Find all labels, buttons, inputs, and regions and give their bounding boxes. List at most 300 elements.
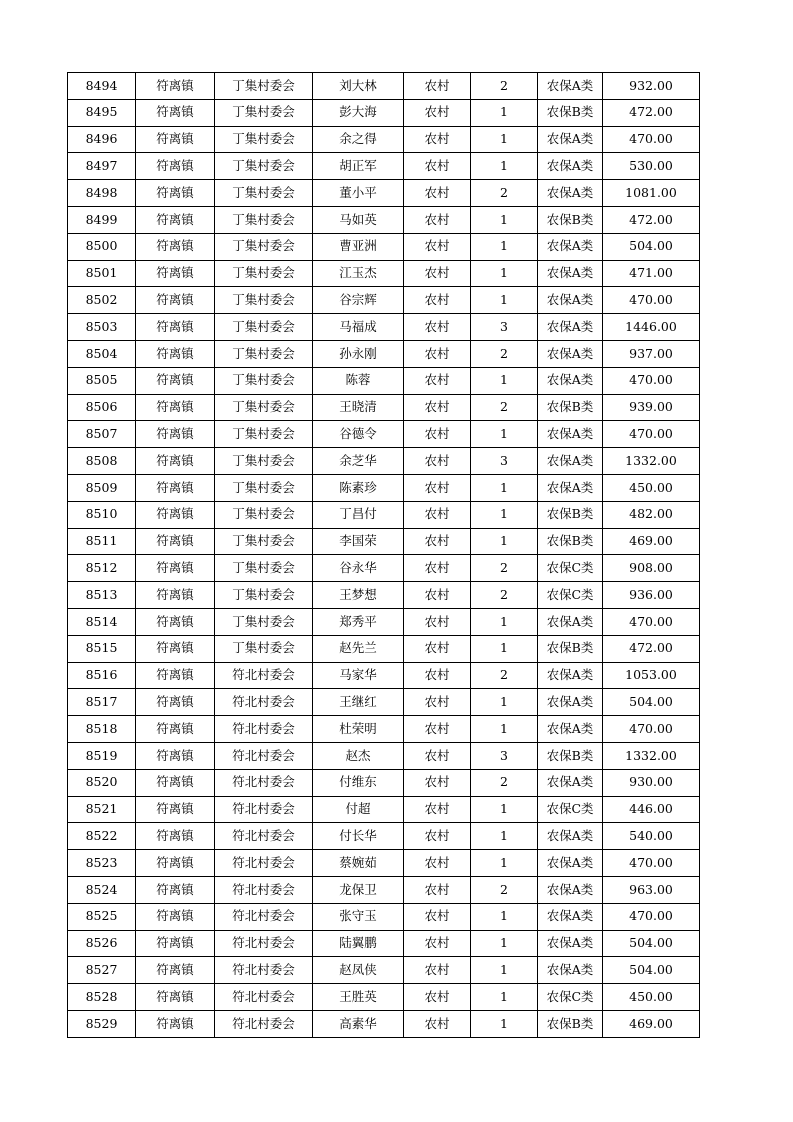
area-type-cell: 农村	[404, 930, 471, 957]
area-type-cell: 农村	[404, 662, 471, 689]
town-cell: 符离镇	[136, 448, 215, 475]
serial-number-cell: 8529	[68, 1010, 136, 1037]
town-cell: 符离镇	[136, 984, 215, 1011]
category-cell: 农保C类	[538, 796, 603, 823]
village-committee-cell: 丁集村委会	[215, 99, 313, 126]
person-name-cell: 龙保卫	[313, 876, 404, 903]
serial-number-cell: 8505	[68, 367, 136, 394]
category-cell: 农保A类	[538, 957, 603, 984]
town-cell: 符离镇	[136, 608, 215, 635]
category-cell: 农保A类	[538, 474, 603, 501]
amount-cell: 472.00	[603, 206, 700, 233]
roster-table	[67, 72, 700, 1038]
area-type-cell: 农村	[404, 528, 471, 555]
category-cell: 农保C类	[538, 582, 603, 609]
village-committee-cell: 丁集村委会	[215, 126, 313, 153]
area-type-cell: 农村	[404, 126, 471, 153]
village-committee-cell: 符北村委会	[215, 957, 313, 984]
town-cell: 符离镇	[136, 394, 215, 421]
amount-cell: 504.00	[603, 957, 700, 984]
serial-number-cell: 8495	[68, 99, 136, 126]
person-name-cell: 杜荣明	[313, 716, 404, 743]
town-cell: 符离镇	[136, 367, 215, 394]
village-committee-cell: 符北村委会	[215, 823, 313, 850]
amount-cell: 471.00	[603, 260, 700, 287]
village-committee-cell: 丁集村委会	[215, 608, 313, 635]
category-cell: 农保A类	[538, 287, 603, 314]
category-cell: 农保A类	[538, 233, 603, 260]
table-row	[68, 233, 700, 260]
serial-number-cell: 8499	[68, 206, 136, 233]
category-cell: 农保A类	[538, 73, 603, 100]
person-name-cell: 赵先兰	[313, 635, 404, 662]
household-count-cell: 1	[471, 1010, 538, 1037]
table-row	[68, 876, 700, 903]
household-count-cell: 1	[471, 287, 538, 314]
town-cell: 符离镇	[136, 1010, 215, 1037]
serial-number-cell: 8504	[68, 340, 136, 367]
person-name-cell: 马福成	[313, 314, 404, 341]
category-cell: 农保A类	[538, 876, 603, 903]
amount-cell: 470.00	[603, 608, 700, 635]
area-type-cell: 农村	[404, 314, 471, 341]
amount-cell: 472.00	[603, 99, 700, 126]
serial-number-cell: 8510	[68, 501, 136, 528]
amount-cell: 932.00	[603, 73, 700, 100]
person-name-cell: 余芝华	[313, 448, 404, 475]
table-row	[68, 501, 700, 528]
town-cell: 符离镇	[136, 957, 215, 984]
amount-cell: 504.00	[603, 930, 700, 957]
town-cell: 符离镇	[136, 930, 215, 957]
person-name-cell: 丁昌付	[313, 501, 404, 528]
village-committee-cell: 符北村委会	[215, 689, 313, 716]
table-row	[68, 367, 700, 394]
village-committee-cell: 丁集村委会	[215, 260, 313, 287]
table-row	[68, 73, 700, 100]
town-cell: 符离镇	[136, 742, 215, 769]
category-cell: 农保A类	[538, 823, 603, 850]
person-name-cell: 陈素珍	[313, 474, 404, 501]
person-name-cell: 郑秀平	[313, 608, 404, 635]
category-cell: 农保A类	[538, 153, 603, 180]
town-cell: 符离镇	[136, 528, 215, 555]
table-row	[68, 474, 700, 501]
person-name-cell: 陈蓉	[313, 367, 404, 394]
category-cell: 农保A类	[538, 367, 603, 394]
table-row	[68, 1010, 700, 1037]
village-committee-cell: 符北村委会	[215, 850, 313, 877]
area-type-cell: 农村	[404, 850, 471, 877]
person-name-cell: 马如英	[313, 206, 404, 233]
serial-number-cell: 8528	[68, 984, 136, 1011]
household-count-cell: 1	[471, 689, 538, 716]
village-committee-cell: 丁集村委会	[215, 340, 313, 367]
amount-cell: 446.00	[603, 796, 700, 823]
household-count-cell: 1	[471, 930, 538, 957]
village-committee-cell: 丁集村委会	[215, 287, 313, 314]
household-count-cell: 1	[471, 367, 538, 394]
household-count-cell: 1	[471, 421, 538, 448]
amount-cell: 469.00	[603, 528, 700, 555]
household-count-cell: 1	[471, 528, 538, 555]
person-name-cell: 谷德令	[313, 421, 404, 448]
category-cell: 农保C类	[538, 555, 603, 582]
village-committee-cell: 丁集村委会	[215, 582, 313, 609]
category-cell: 农保A类	[538, 662, 603, 689]
household-count-cell: 1	[471, 474, 538, 501]
town-cell: 符离镇	[136, 635, 215, 662]
table-row	[68, 206, 700, 233]
person-name-cell: 付长华	[313, 823, 404, 850]
table-row	[68, 394, 700, 421]
village-committee-cell: 丁集村委会	[215, 180, 313, 207]
person-name-cell: 李国荣	[313, 528, 404, 555]
household-count-cell: 2	[471, 180, 538, 207]
town-cell: 符离镇	[136, 474, 215, 501]
serial-number-cell: 8513	[68, 582, 136, 609]
household-count-cell: 1	[471, 823, 538, 850]
table-row	[68, 903, 700, 930]
household-count-cell: 2	[471, 582, 538, 609]
person-name-cell: 马家华	[313, 662, 404, 689]
town-cell: 符离镇	[136, 582, 215, 609]
person-name-cell: 付超	[313, 796, 404, 823]
person-name-cell: 胡正军	[313, 153, 404, 180]
category-cell: 农保A类	[538, 769, 603, 796]
table-row	[68, 126, 700, 153]
serial-number-cell: 8526	[68, 930, 136, 957]
person-name-cell: 王继红	[313, 689, 404, 716]
amount-cell: 470.00	[603, 903, 700, 930]
table-row	[68, 608, 700, 635]
area-type-cell: 农村	[404, 394, 471, 421]
area-type-cell: 农村	[404, 501, 471, 528]
household-count-cell: 1	[471, 501, 538, 528]
table-row	[68, 930, 700, 957]
area-type-cell: 农村	[404, 742, 471, 769]
amount-cell: 939.00	[603, 394, 700, 421]
amount-cell: 1332.00	[603, 742, 700, 769]
amount-cell: 470.00	[603, 367, 700, 394]
household-count-cell: 2	[471, 555, 538, 582]
table-row	[68, 153, 700, 180]
village-committee-cell: 符北村委会	[215, 903, 313, 930]
village-committee-cell: 符北村委会	[215, 984, 313, 1011]
category-cell: 农保A类	[538, 126, 603, 153]
category-cell: 农保B类	[538, 501, 603, 528]
amount-cell: 450.00	[603, 474, 700, 501]
table-row	[68, 957, 700, 984]
household-count-cell: 1	[471, 796, 538, 823]
category-cell: 农保A类	[538, 314, 603, 341]
town-cell: 符离镇	[136, 769, 215, 796]
serial-number-cell: 8527	[68, 957, 136, 984]
table-row	[68, 340, 700, 367]
person-name-cell: 王胜英	[313, 984, 404, 1011]
category-cell: 农保A类	[538, 903, 603, 930]
serial-number-cell: 8507	[68, 421, 136, 448]
person-name-cell: 孙永刚	[313, 340, 404, 367]
amount-cell: 470.00	[603, 850, 700, 877]
area-type-cell: 农村	[404, 153, 471, 180]
household-count-cell: 2	[471, 876, 538, 903]
town-cell: 符离镇	[136, 903, 215, 930]
category-cell: 农保A类	[538, 608, 603, 635]
village-committee-cell: 丁集村委会	[215, 474, 313, 501]
town-cell: 符离镇	[136, 233, 215, 260]
area-type-cell: 农村	[404, 206, 471, 233]
town-cell: 符离镇	[136, 180, 215, 207]
amount-cell: 937.00	[603, 340, 700, 367]
town-cell: 符离镇	[136, 796, 215, 823]
area-type-cell: 农村	[404, 984, 471, 1011]
amount-cell: 930.00	[603, 769, 700, 796]
amount-cell: 470.00	[603, 421, 700, 448]
town-cell: 符离镇	[136, 206, 215, 233]
category-cell: 农保B类	[538, 206, 603, 233]
category-cell: 农保A类	[538, 850, 603, 877]
amount-cell: 1053.00	[603, 662, 700, 689]
town-cell: 符离镇	[136, 716, 215, 743]
serial-number-cell: 8502	[68, 287, 136, 314]
table-row	[68, 260, 700, 287]
village-committee-cell: 丁集村委会	[215, 448, 313, 475]
person-name-cell: 王晓清	[313, 394, 404, 421]
area-type-cell: 农村	[404, 233, 471, 260]
area-type-cell: 农村	[404, 635, 471, 662]
area-type-cell: 农村	[404, 903, 471, 930]
serial-number-cell: 8516	[68, 662, 136, 689]
serial-number-cell: 8506	[68, 394, 136, 421]
area-type-cell: 农村	[404, 796, 471, 823]
serial-number-cell: 8511	[68, 528, 136, 555]
category-cell: 农保B类	[538, 635, 603, 662]
amount-cell: 450.00	[603, 984, 700, 1011]
serial-number-cell: 8498	[68, 180, 136, 207]
amount-cell: 470.00	[603, 287, 700, 314]
table-row	[68, 287, 700, 314]
household-count-cell: 1	[471, 260, 538, 287]
area-type-cell: 农村	[404, 180, 471, 207]
area-type-cell: 农村	[404, 287, 471, 314]
household-count-cell: 1	[471, 957, 538, 984]
table-row	[68, 180, 700, 207]
table-row	[68, 823, 700, 850]
amount-cell: 470.00	[603, 126, 700, 153]
town-cell: 符离镇	[136, 876, 215, 903]
household-count-cell: 3	[471, 448, 538, 475]
table-row	[68, 984, 700, 1011]
household-count-cell: 3	[471, 314, 538, 341]
amount-cell: 908.00	[603, 555, 700, 582]
serial-number-cell: 8512	[68, 555, 136, 582]
amount-cell: 1446.00	[603, 314, 700, 341]
category-cell: 农保A类	[538, 448, 603, 475]
serial-number-cell: 8494	[68, 73, 136, 100]
serial-number-cell: 8514	[68, 608, 136, 635]
amount-cell: 936.00	[603, 582, 700, 609]
amount-cell: 504.00	[603, 233, 700, 260]
amount-cell: 470.00	[603, 716, 700, 743]
category-cell: 农保B类	[538, 1010, 603, 1037]
category-cell: 农保B类	[538, 394, 603, 421]
household-count-cell: 2	[471, 394, 538, 421]
town-cell: 符离镇	[136, 260, 215, 287]
category-cell: 农保A类	[538, 421, 603, 448]
category-cell: 农保A类	[538, 930, 603, 957]
town-cell: 符离镇	[136, 314, 215, 341]
household-count-cell: 1	[471, 206, 538, 233]
serial-number-cell: 8522	[68, 823, 136, 850]
village-committee-cell: 丁集村委会	[215, 314, 313, 341]
household-count-cell: 1	[471, 850, 538, 877]
area-type-cell: 农村	[404, 474, 471, 501]
serial-number-cell: 8525	[68, 903, 136, 930]
area-type-cell: 农村	[404, 582, 471, 609]
area-type-cell: 农村	[404, 73, 471, 100]
household-count-cell: 2	[471, 769, 538, 796]
category-cell: 农保B类	[538, 528, 603, 555]
household-count-cell: 2	[471, 73, 538, 100]
area-type-cell: 农村	[404, 260, 471, 287]
person-name-cell: 赵杰	[313, 742, 404, 769]
serial-number-cell: 8519	[68, 742, 136, 769]
table-row	[68, 582, 700, 609]
person-name-cell: 董小平	[313, 180, 404, 207]
town-cell: 符离镇	[136, 421, 215, 448]
person-name-cell: 谷宗辉	[313, 287, 404, 314]
town-cell: 符离镇	[136, 73, 215, 100]
village-committee-cell: 符北村委会	[215, 742, 313, 769]
village-committee-cell: 丁集村委会	[215, 394, 313, 421]
amount-cell: 1332.00	[603, 448, 700, 475]
village-committee-cell: 符北村委会	[215, 662, 313, 689]
town-cell: 符离镇	[136, 850, 215, 877]
village-committee-cell: 丁集村委会	[215, 233, 313, 260]
area-type-cell: 农村	[404, 340, 471, 367]
serial-number-cell: 8517	[68, 689, 136, 716]
village-committee-cell: 丁集村委会	[215, 501, 313, 528]
household-count-cell: 1	[471, 153, 538, 180]
town-cell: 符离镇	[136, 823, 215, 850]
town-cell: 符离镇	[136, 555, 215, 582]
amount-cell: 504.00	[603, 689, 700, 716]
table-row	[68, 850, 700, 877]
village-committee-cell: 丁集村委会	[215, 206, 313, 233]
table-row	[68, 769, 700, 796]
village-committee-cell: 符北村委会	[215, 930, 313, 957]
person-name-cell: 高素华	[313, 1010, 404, 1037]
household-count-cell: 1	[471, 126, 538, 153]
area-type-cell: 农村	[404, 957, 471, 984]
household-count-cell: 1	[471, 903, 538, 930]
serial-number-cell: 8501	[68, 260, 136, 287]
category-cell: 农保A类	[538, 716, 603, 743]
serial-number-cell: 8518	[68, 716, 136, 743]
town-cell: 符离镇	[136, 501, 215, 528]
household-count-cell: 1	[471, 608, 538, 635]
table-row	[68, 99, 700, 126]
household-count-cell: 1	[471, 635, 538, 662]
category-cell: 农保A类	[538, 260, 603, 287]
area-type-cell: 农村	[404, 823, 471, 850]
person-name-cell: 谷永华	[313, 555, 404, 582]
area-type-cell: 农村	[404, 716, 471, 743]
serial-number-cell: 8520	[68, 769, 136, 796]
village-committee-cell: 符北村委会	[215, 796, 313, 823]
household-count-cell: 2	[471, 340, 538, 367]
village-committee-cell: 丁集村委会	[215, 635, 313, 662]
person-name-cell: 张守玉	[313, 903, 404, 930]
area-type-cell: 农村	[404, 421, 471, 448]
town-cell: 符离镇	[136, 153, 215, 180]
person-name-cell: 付维东	[313, 769, 404, 796]
household-count-cell: 2	[471, 662, 538, 689]
area-type-cell: 农村	[404, 555, 471, 582]
village-committee-cell: 丁集村委会	[215, 153, 313, 180]
category-cell: 农保A类	[538, 689, 603, 716]
serial-number-cell: 8497	[68, 153, 136, 180]
table-row	[68, 742, 700, 769]
person-name-cell: 刘大林	[313, 73, 404, 100]
village-committee-cell: 丁集村委会	[215, 555, 313, 582]
household-count-cell: 3	[471, 742, 538, 769]
table-row	[68, 555, 700, 582]
household-count-cell: 1	[471, 99, 538, 126]
person-name-cell: 曹亚洲	[313, 233, 404, 260]
serial-number-cell: 8515	[68, 635, 136, 662]
village-committee-cell: 符北村委会	[215, 769, 313, 796]
person-name-cell: 蔡婉茹	[313, 850, 404, 877]
amount-cell: 530.00	[603, 153, 700, 180]
table-row	[68, 662, 700, 689]
amount-cell: 469.00	[603, 1010, 700, 1037]
village-committee-cell: 符北村委会	[215, 716, 313, 743]
area-type-cell: 农村	[404, 608, 471, 635]
person-name-cell: 余之得	[313, 126, 404, 153]
town-cell: 符离镇	[136, 340, 215, 367]
village-committee-cell: 丁集村委会	[215, 367, 313, 394]
town-cell: 符离镇	[136, 287, 215, 314]
town-cell: 符离镇	[136, 689, 215, 716]
household-count-cell: 1	[471, 984, 538, 1011]
table-row	[68, 716, 700, 743]
amount-cell: 1081.00	[603, 180, 700, 207]
serial-number-cell: 8503	[68, 314, 136, 341]
table-row	[68, 689, 700, 716]
serial-number-cell: 8523	[68, 850, 136, 877]
roster-body	[68, 73, 700, 1038]
table-row	[68, 314, 700, 341]
area-type-cell: 农村	[404, 99, 471, 126]
table-row	[68, 528, 700, 555]
serial-number-cell: 8500	[68, 233, 136, 260]
table-row	[68, 421, 700, 448]
area-type-cell: 农村	[404, 367, 471, 394]
village-committee-cell: 丁集村委会	[215, 421, 313, 448]
person-name-cell: 王梦想	[313, 582, 404, 609]
town-cell: 符离镇	[136, 99, 215, 126]
village-committee-cell: 丁集村委会	[215, 528, 313, 555]
town-cell: 符离镇	[136, 662, 215, 689]
area-type-cell: 农村	[404, 689, 471, 716]
amount-cell: 472.00	[603, 635, 700, 662]
category-cell: 农保A类	[538, 340, 603, 367]
village-committee-cell: 符北村委会	[215, 1010, 313, 1037]
person-name-cell: 彭大海	[313, 99, 404, 126]
serial-number-cell: 8509	[68, 474, 136, 501]
